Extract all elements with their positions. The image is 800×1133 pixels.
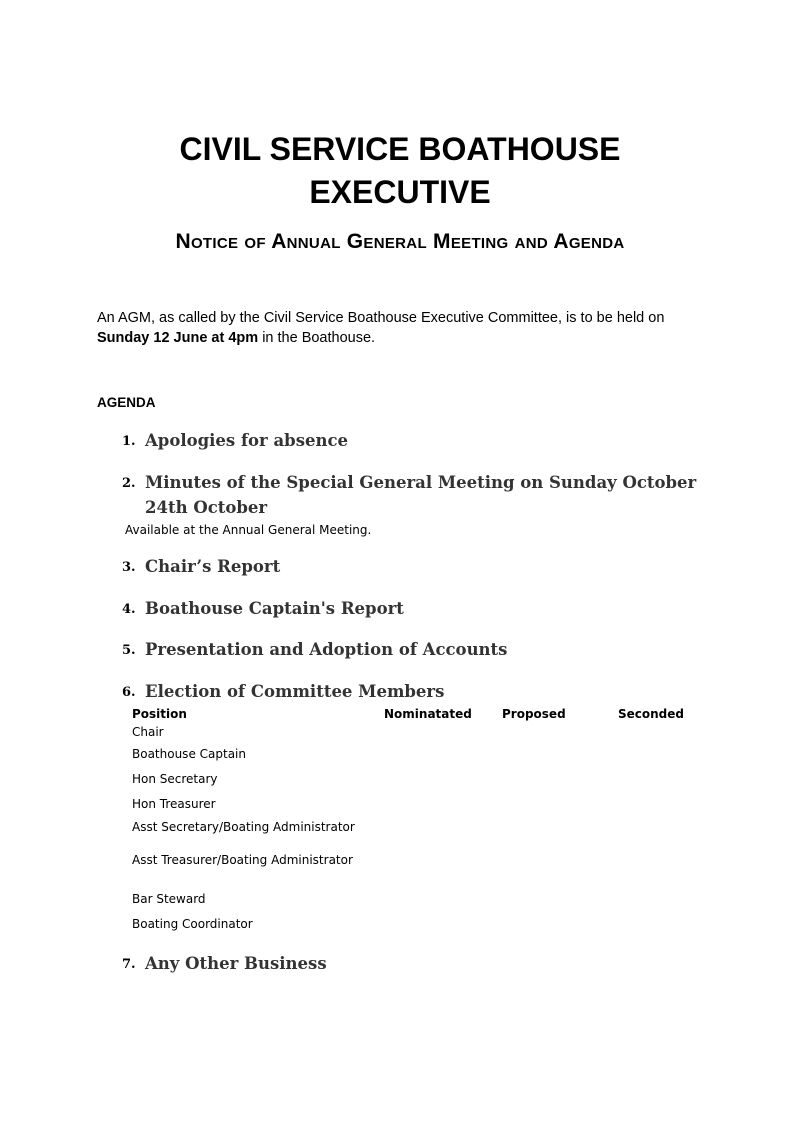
agenda-item-number: 4. xyxy=(122,602,136,617)
agenda-item-title: Any Other Business xyxy=(145,954,327,973)
agenda-item-title: Chair’s Report xyxy=(145,557,281,576)
title-line-2: EXECUTIVE xyxy=(309,174,491,210)
agenda-item-title: Election of Committee Members xyxy=(145,682,445,701)
agenda-item-number: 5. xyxy=(122,643,136,658)
intro-text: An AGM, as called by the Civil Service Boathouse Executive Committee, is to be held on xyxy=(97,310,665,326)
intro-paragraph xyxy=(97,308,717,348)
meeting-date-time: Sunday 12 June at 4pm xyxy=(97,330,259,346)
position-bar-steward: Bar Steward xyxy=(132,892,206,906)
agenda-item-title: Presentation and Adoption of Accounts xyxy=(145,640,508,659)
agenda-item-number: 1. xyxy=(122,434,136,449)
agenda-item-title: Apologies for absence xyxy=(145,431,349,450)
agenda-item-note: Available at the Annual General Meeting. xyxy=(125,523,372,537)
agenda-item-title: Boathouse Captain's Report xyxy=(145,599,404,618)
table-header-nominated: Nominatated xyxy=(384,707,472,721)
agenda-item-number: 3. xyxy=(122,560,136,575)
table-header-seconded: Seconded xyxy=(618,707,684,721)
position-chair: Chair xyxy=(132,725,164,739)
document-title xyxy=(0,128,800,214)
table-header-proposed: Proposed xyxy=(502,707,566,721)
position-hon-treasurer: Hon Treasurer xyxy=(132,797,216,811)
agenda-item-number: 2. xyxy=(122,476,136,491)
position-asst-treasurer: Asst Treasurer/Boating Administrator xyxy=(132,853,353,867)
table-header-position: Position xyxy=(132,707,187,721)
intro-location: in the Boathouse. xyxy=(258,330,376,346)
agenda-heading: AGENDA xyxy=(97,395,156,410)
position-hon-secretary: Hon Secretary xyxy=(132,772,218,786)
agenda-item-number: 6. xyxy=(122,685,136,700)
position-asst-secretary: Asst Secretary/Boating Administrator xyxy=(132,820,355,834)
document-subtitle: Notice of Annual General Meeting and Agenda xyxy=(175,230,625,253)
position-boating-coordinator: Boating Coordinator xyxy=(132,917,253,931)
agenda-item-title: Minutes of the Special General Meeting on Sunday October 24th October xyxy=(145,473,697,517)
title-line-1: CIVIL SERVICE BOATHOUSE xyxy=(179,131,621,167)
agenda-item-number: 7. xyxy=(122,957,136,972)
position-boathouse-captain: Boathouse Captain xyxy=(132,747,246,761)
